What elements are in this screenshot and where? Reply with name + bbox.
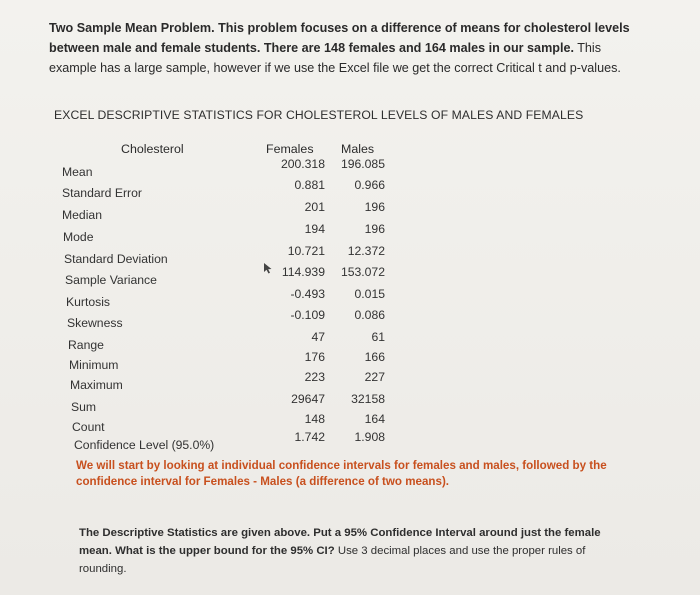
males-value: 227 bbox=[364, 370, 385, 384]
males-value: 166 bbox=[364, 350, 385, 364]
males-value: 0.015 bbox=[354, 287, 385, 301]
females-value: 200.318 bbox=[280, 157, 325, 171]
row-label: Sample Variance bbox=[65, 273, 157, 287]
row-label: Kurtosis bbox=[66, 295, 111, 309]
females-value: -0.109 bbox=[290, 308, 325, 322]
row-label: Range bbox=[68, 338, 104, 352]
females-value: 47 bbox=[311, 330, 325, 344]
males-value: 0.086 bbox=[354, 308, 385, 322]
col-header-males: Males bbox=[341, 142, 375, 156]
row-label: Skewness bbox=[67, 316, 123, 330]
question-lead: The Descriptive Statistics are given above. Put a 95% Confidence Interval around just the female mean. What is the upper bound for the 95% CI? bbox=[79, 527, 601, 557]
females-value: 223 bbox=[304, 370, 325, 384]
males-value: 196.085 bbox=[340, 157, 385, 171]
callout-text: We will start by looking at individual confidence intervals for females and males, followed by the confidence interval for Females - Males (a difference of two means). bbox=[76, 459, 607, 488]
row-label: Count bbox=[72, 420, 105, 434]
females-value: 0.881 bbox=[294, 178, 325, 192]
intro-lead: Two Sample Mean Problem. This problem focuses on a difference of means for cholesterol levels between male and female students. There are 148 females and 164 males in our sample. bbox=[49, 21, 630, 55]
males-value: 164 bbox=[364, 412, 385, 426]
question-paragraph bbox=[79, 524, 619, 578]
males-value: 196 bbox=[364, 200, 385, 214]
males-value: 153.072 bbox=[340, 265, 385, 279]
row-label: Minimum bbox=[69, 358, 119, 372]
females-value: 10.721 bbox=[287, 244, 325, 258]
males-value: 12.372 bbox=[347, 244, 385, 258]
males-value: 32158 bbox=[351, 392, 385, 406]
row-label: Maximum bbox=[70, 378, 123, 392]
intro-rest: This example has a large sample, however if we use the Excel file we get the correct Critical t and p-values. bbox=[49, 41, 621, 75]
females-value: -0.493 bbox=[290, 287, 325, 301]
females-value: 201 bbox=[304, 200, 325, 214]
cursor-icon bbox=[263, 262, 273, 274]
males-value: 1.908 bbox=[354, 430, 385, 444]
row-label: Standard Error bbox=[62, 186, 142, 200]
row-label: Median bbox=[62, 208, 102, 222]
females-value: 148 bbox=[304, 412, 325, 426]
col-header-females: Females bbox=[266, 142, 314, 156]
males-value: 196 bbox=[364, 222, 385, 236]
males-value: 0.966 bbox=[354, 178, 385, 192]
males-value: 61 bbox=[371, 330, 385, 344]
stats-heading: EXCEL DESCRIPTIVE STATISTICS FOR CHOLESTEROL LEVELS OF MALES AND FEMALES bbox=[54, 108, 584, 122]
row-label: Confidence Level (95.0%) bbox=[74, 438, 215, 452]
females-value: 176 bbox=[304, 350, 325, 364]
table-title: Cholesterol bbox=[121, 142, 184, 156]
females-value: 114.939 bbox=[281, 265, 325, 279]
females-value: 29647 bbox=[291, 392, 325, 406]
row-label: Mean bbox=[62, 165, 93, 179]
row-label: Sum bbox=[71, 400, 97, 414]
row-label: Mode bbox=[63, 230, 94, 244]
question-rest: Use 3 decimal places and use the proper rules of rounding. bbox=[79, 545, 586, 575]
row-label: Standard Deviation bbox=[64, 252, 168, 266]
females-value: 1.742 bbox=[294, 430, 325, 444]
females-value: 194 bbox=[304, 222, 325, 236]
